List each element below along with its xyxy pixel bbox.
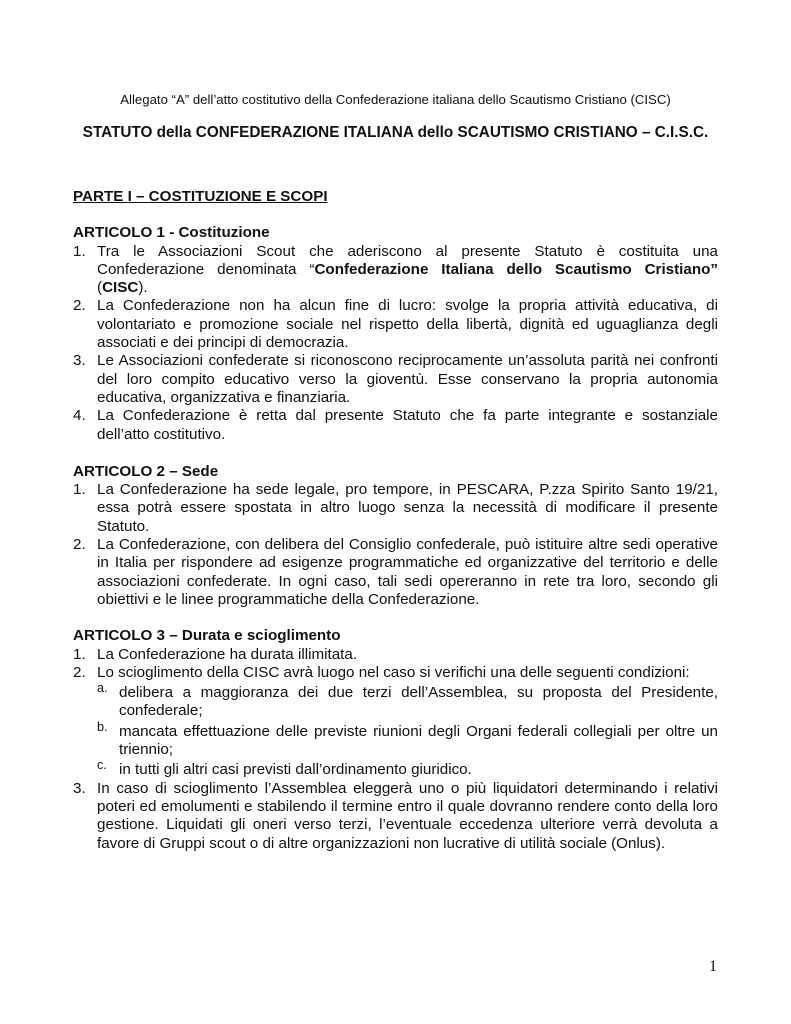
item-text: La Confederazione non ha alcun fine di lucro: svolge la propria attività educativa, di volontariato e promozione sociale nel rispetto della libertà, dignità ed uguaglianza degli associati e dei principi di democrazia.	[97, 297, 718, 352]
sub-list-item	[97, 758, 718, 779]
article-1	[73, 224, 718, 444]
article-items	[73, 243, 718, 444]
sub-item-letter: a.	[97, 681, 108, 696]
item-text: ).	[138, 279, 148, 297]
confederation-acronym: CISC	[102, 279, 139, 297]
list-item	[73, 243, 718, 298]
list-item	[73, 297, 718, 352]
item-number: 3.	[73, 352, 86, 370]
article-3	[73, 627, 718, 853]
item-number: 2.	[73, 536, 86, 554]
list-item	[73, 407, 718, 444]
item-text: In caso di scioglimento l’Assemblea eleggerà uno o più liquidatori determinando i relativi poteri ed emolumenti e stabilendo il termine entro il quale dovranno rendere conto della loro gestione. Liquidati gli oneri verso terzi, l’eventuale eccedenza ulteriore verrà devoluta a favore di Gruppi scout o di altre organizzazioni non lucrative di utilità sociale (Onlus).	[97, 779, 718, 852]
sub-item-letter: b.	[97, 719, 108, 734]
item-number: 1.	[73, 242, 86, 260]
statute-title: STATUTO della CONFEDERAZIONE ITALIANA dello SCAUTISMO CRISTIANO – C.I.S.C.	[82, 124, 709, 141]
item-number: 3.	[73, 779, 86, 797]
list-item	[73, 481, 718, 536]
part-heading: PARTE I – COSTITUZIONE E SCOPI	[73, 188, 328, 205]
item-text: Tra le Associazioni Scout che aderiscono al presente Statuto è costituita una Confederazione denominata “	[97, 242, 718, 278]
sub-item-letter: c.	[97, 758, 107, 773]
item-text: La Confederazione è retta dal presente Statuto che fa parte integrante e sostanziale dell’atto costitutivo.	[97, 407, 718, 443]
item-text: La Confederazione ha sede legale, pro tempore, in PESCARA, P.zza Spirito Santo 19/21, essa potrà essere spostata in altro luogo senza la necessità di modificare il presente Statuto.	[97, 481, 718, 535]
document-body	[73, 188, 718, 853]
sub-item-text: in tutti gli altri casi previsti dall’ordinamento giuridico.	[119, 761, 472, 779]
item-text: La Confederazione, con delibera del Consiglio confederale, può istituire altre sedi operative in Italia per rispondere ad esigenze programmatiche ed organizzative del territorio e delle associazioni confederate. In ogni caso, tali sedi opereranno in rete tra loro, secondo gli obiettivi e le linee programmatiche della Confederazione.	[97, 536, 718, 608]
page-number: 1	[709, 958, 717, 975]
item-number: 1.	[73, 481, 86, 499]
confederation-name: Confederazione Italiana dello Scautismo Cristiano”	[314, 260, 718, 278]
sub-list-item	[97, 681, 718, 721]
article-items	[73, 481, 718, 609]
item-number: 2.	[73, 663, 86, 681]
item-text: La Confederazione ha durata illimitata.	[97, 645, 358, 663]
item-number: 4.	[73, 407, 86, 425]
sub-list-item	[97, 719, 718, 760]
sub-item-text: delibera a maggioranza dei due terzi dell’Assemblea, su proposta del Presidente, confederale;	[119, 684, 718, 720]
annex-line: Allegato “A” dell’atto costitutivo della Confederazione italiana dello Scautismo Cristiano (CISC)	[120, 92, 671, 107]
item-text: (	[97, 279, 103, 297]
item-number: 2.	[73, 297, 86, 315]
list-item	[73, 646, 718, 664]
article-items	[73, 646, 718, 853]
list-item	[73, 352, 718, 407]
sub-list	[97, 681, 718, 779]
sub-item-text: mancata effettuazione delle previste riunioni degli Organi federali collegiali per oltre un triennio;	[119, 722, 718, 759]
item-number: 1.	[73, 645, 86, 663]
item-text: Lo scioglimento della CISC avrà luogo nel caso si verifichi una delle seguenti condizioni:	[97, 663, 690, 681]
item-text: Le Associazioni confederate si riconoscono reciprocamente un’assoluta parità nei confronti del loro compito educativo verso la gioventù. Esse conservano la propria autonomia educativa, organizzativa e finanziaria.	[97, 352, 718, 406]
list-item	[73, 536, 718, 609]
article-2	[73, 463, 718, 609]
article-heading: ARTICOLO 1 - Costituzione	[73, 224, 270, 242]
list-item	[73, 664, 718, 780]
list-item	[73, 780, 718, 853]
article-heading: ARTICOLO 2 – Sede	[73, 462, 219, 480]
article-heading: ARTICOLO 3 – Durata e scioglimento	[73, 627, 341, 645]
